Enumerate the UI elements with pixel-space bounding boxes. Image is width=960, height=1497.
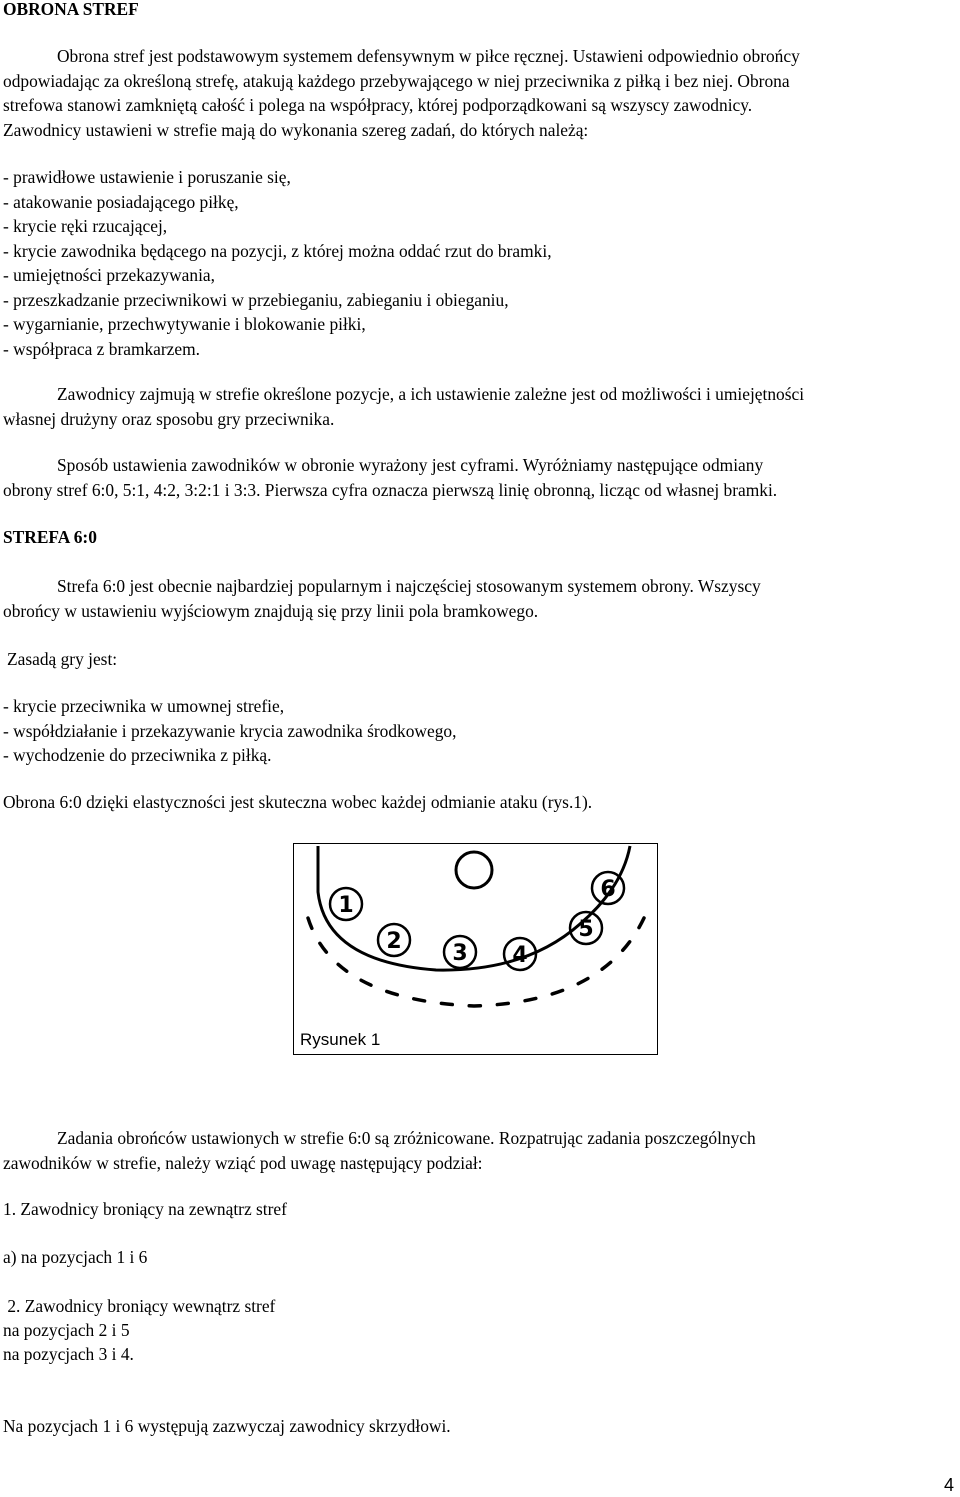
goal-area-line [318, 846, 630, 970]
paragraph-line: Sposób ustawienia zawodników w obronie wyrażony jest cyframi. Wyróżniamy następujące odmiany [57, 455, 764, 475]
player-6 [592, 872, 624, 904]
player-number: 5 [578, 917, 594, 942]
page-title: OBRONA STREF [3, 0, 139, 19]
paragraph-line: Strefa 6:0 jest obecnie najbardziej popularnym i najczęściej stosowanym systemem obrony. Wszyscy [57, 576, 761, 596]
setup-paragraph [3, 453, 957, 502]
wings-paragraph: Na pozycjach 1 i 6 występują zazwyczaj zawodnicy skrzydłowi. [3, 1416, 451, 1436]
figure-diagram [293, 843, 658, 1055]
division-item-1: 1. Zawodnicy broniący na zewnątrz stref [3, 1199, 287, 1219]
division-item-1a: a) na pozycjach 1 i 6 [3, 1247, 148, 1267]
intro-line: Obrona stref jest podstawowym systemem defensywnym w piłce ręcznej. Ustawieni odpowiednio obrońcy [57, 46, 800, 66]
list-item: - wygarnianie, przechwytywanie i blokowanie piłki, [3, 314, 366, 334]
player-number: 2 [386, 929, 402, 954]
list-item: - prawidłowe ustawienie i poruszanie się, [3, 167, 291, 187]
player-3 [444, 936, 476, 968]
list-item: - krycie ręki rzucającej, [3, 216, 168, 236]
list-item: - współdziałanie i przekazywanie krycia zawodnika środkowego, [3, 720, 457, 741]
paragraph-line: obrony stref 6:0, 5:1, 4:2, 3:2:1 i 3:3. Pierwsza cyfra oznacza pierwszą linię obronną, licząc od własnej bramki. [3, 479, 778, 500]
rules-heading: Zasadą gry jest: [7, 649, 118, 669]
intro-line: odpowiadając za określoną strefę, atakują każdego przebywającego w niej przeciwnika z piłką i bez niej. Obrona [3, 70, 790, 91]
page-number: 4 [943, 1475, 954, 1495]
goal-circle [456, 852, 492, 888]
list-item: - współpraca z bramkarzem. [3, 338, 200, 359]
intro-paragraph [3, 44, 957, 142]
division-item-2b: na pozycjach 3 i 4. [3, 1344, 134, 1364]
tasks-list [3, 165, 957, 361]
rules-list [3, 694, 957, 768]
list-item: - przeszkadzanie przeciwnikowi w przebieganiu, zabieganiu i obieganiu, [3, 289, 509, 310]
figure-caption: Rysunek 1 [300, 1030, 381, 1049]
paragraph-line: Zadania obrońców ustawionych w strefie 6:0 są zróżnicowane. Rozpatrując zadania poszczególnych [57, 1128, 756, 1148]
list-item: - krycie zawodnika będącego na pozycji, z której można oddać rzut do bramki, [3, 240, 552, 261]
player-number: 3 [452, 941, 468, 966]
tasks-paragraph [3, 1126, 957, 1175]
elastic-paragraph: Obrona 6:0 dzięki elastyczności jest skuteczna wobec każdej odmianie ataku (rys.1). [3, 792, 593, 812]
list-item: - atakowanie posiadającego piłkę, [3, 191, 239, 212]
intro-line: Zawodnicy ustawieni w strefie mają do wykonania szereg zadań, do których należą: [3, 119, 589, 140]
player-1 [330, 888, 362, 920]
court-diagram [294, 844, 656, 1053]
player-number: 1 [338, 893, 354, 918]
division-item-2a: na pozycjach 2 i 5 [3, 1320, 130, 1340]
paragraph-line: Zawodnicy zajmują w strefie określone pozycje, a ich ustawienie zależne jest od możliwości i umiejętności [57, 384, 805, 404]
paragraph-line: zawodników w strefie, należy wziąć pod uwagę następujący podział: [3, 1152, 483, 1173]
intro-line: strefowa stanowi zamkniętą całość i polega na współpracy, której podporządkowani są wszyscy zawodnicy. [3, 95, 753, 115]
division-item-2: 2. Zawodnicy broniący wewnątrz stref [3, 1296, 276, 1316]
paragraph-line: obrońcy w ustawieniu wyjściowym znajdują się przy linii pola bramkowego. [3, 600, 539, 621]
list-item: - wychodzenie do przeciwnika z piłką. [3, 745, 272, 765]
positions-paragraph [3, 382, 957, 431]
section-heading: STREFA 6:0 [3, 527, 97, 547]
strefa-paragraph [3, 574, 957, 623]
paragraph-line: własnej drużyny oraz sposobu gry przeciwnika. [3, 408, 335, 429]
player-2 [378, 924, 410, 956]
player-number: 6 [600, 877, 616, 902]
list-item: - umiejętności przekazywania, [3, 265, 215, 285]
player-number: 4 [512, 943, 528, 968]
list-item: - krycie przeciwnika w umownej strefie, [3, 696, 285, 716]
